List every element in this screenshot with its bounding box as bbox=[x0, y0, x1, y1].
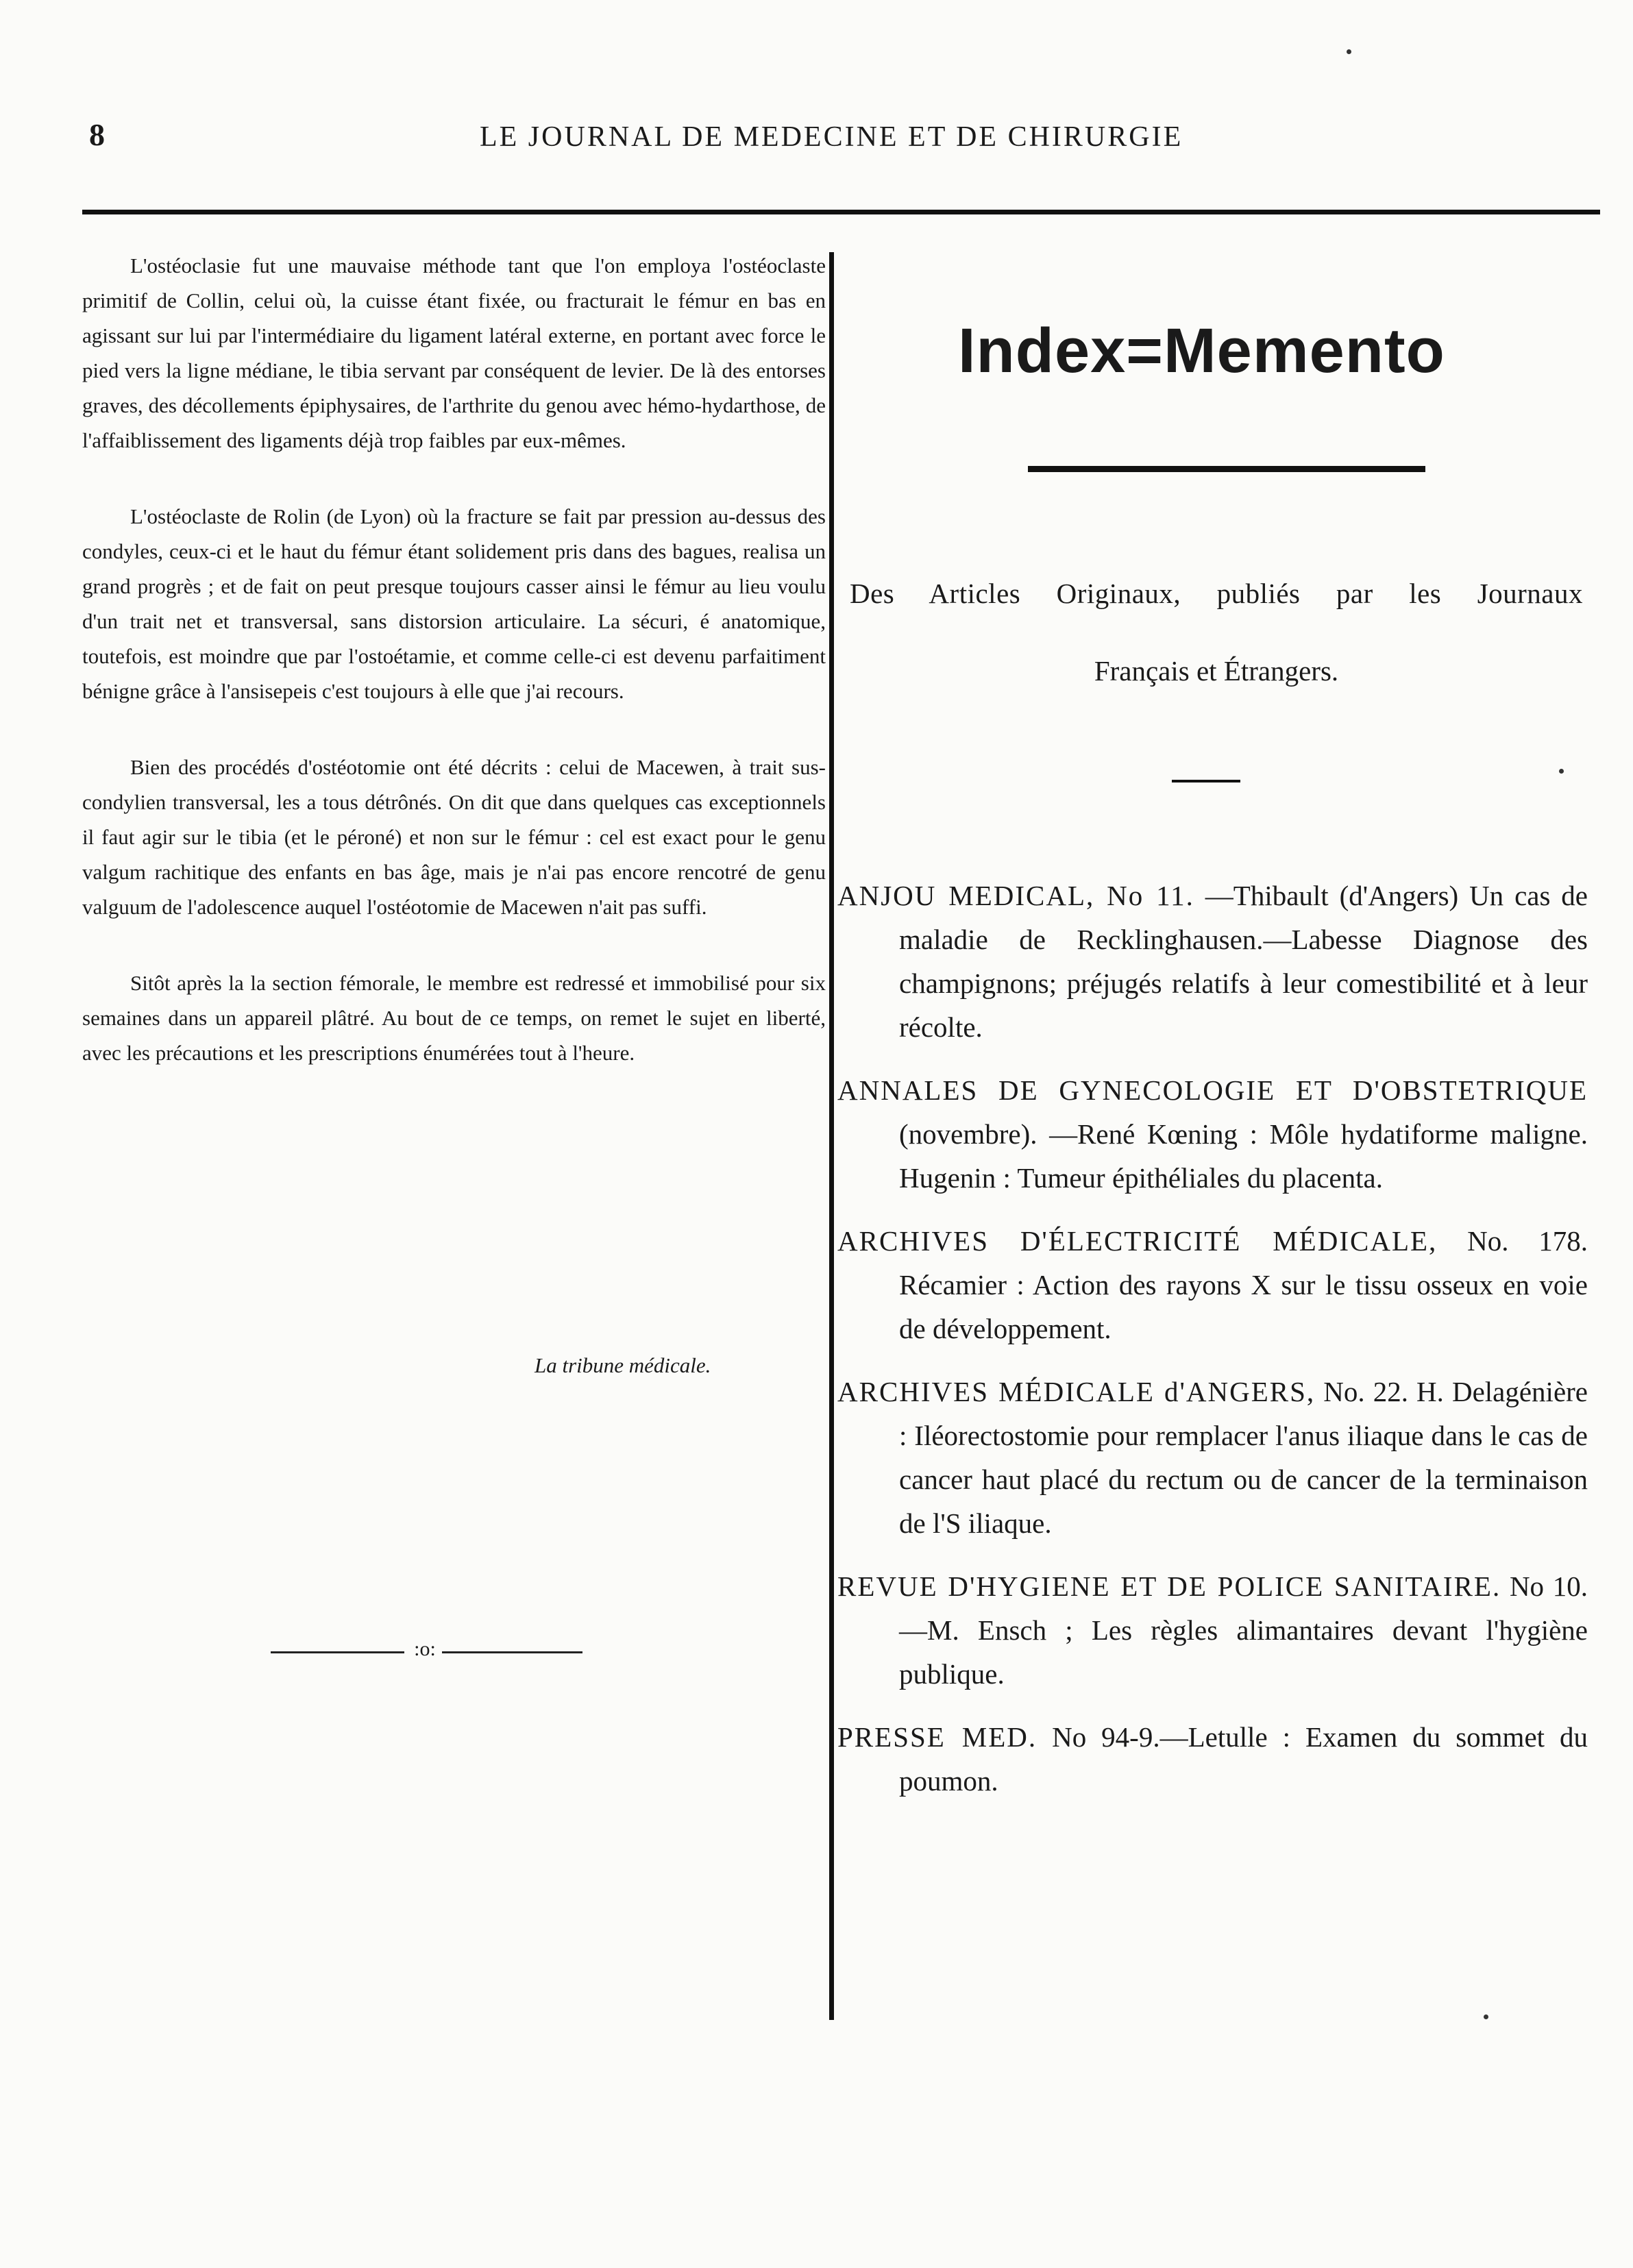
paragraph: Sitôt après la la section fémorale, le membre est redressé et immobilisé pour six semaines dans un appareil plâtré. Au bout de ce temps, on remet le sujet en liberté, avec les précautions et les prescriptions énumérées tout à l'heure. bbox=[82, 971, 826, 1065]
short-rule bbox=[1172, 780, 1240, 782]
index-entries bbox=[837, 874, 1588, 1822]
entry-text: —Thibault (d'Angers) Un cas de maladie de Recklinghausen.—Labesse Diagnose des champignons; préjugés relatifs à leur comestibilité et à leur récolte. bbox=[899, 880, 1588, 1043]
source-citation: La tribune médicale. bbox=[535, 1353, 711, 1377]
index-entry bbox=[837, 1564, 1588, 1696]
entry-text: No. 22. H. Delagénière : Iléorectostomie pour remplacer l'anus iliaque dans le cas de cancer haut placé du rectum ou de cancer de la terminaison de l'S iliaque. bbox=[899, 1376, 1588, 1539]
entry-text: No. 178. Récamier : Action des rayons X sur le tissu osseux en voie de développement. bbox=[899, 1225, 1588, 1344]
index-entry bbox=[837, 1068, 1588, 1200]
index-title: Index=Memento bbox=[958, 316, 1445, 386]
index-entry bbox=[837, 1219, 1588, 1351]
section-separator bbox=[271, 1638, 582, 1665]
separator-line bbox=[271, 1651, 404, 1653]
separator-line bbox=[442, 1651, 582, 1653]
entry-text: No 10.—M. Ensch ; Les règles alimantaires devant l'hygiène publique. bbox=[899, 1570, 1588, 1690]
journal-name: ARCHIVES MÉDICALE d'ANGERS, bbox=[837, 1376, 1316, 1407]
index-subtitle-line2: Français et Étrangers. bbox=[1094, 655, 1339, 687]
column-divider bbox=[829, 252, 834, 2020]
index-entry bbox=[837, 874, 1588, 1049]
scan-speck bbox=[1347, 49, 1351, 54]
entry-text: No 94-9.—Letulle : Examen du sommet du poumon. bbox=[899, 1721, 1588, 1797]
journal-name: ARCHIVES D'ÉLECTRICITÉ MÉDICALE, bbox=[837, 1225, 1438, 1257]
separator-mark: :o: bbox=[414, 1638, 436, 1660]
page-number: 8 bbox=[89, 117, 106, 152]
journal-name: ANJOU MEDICAL, No 11. bbox=[837, 880, 1194, 911]
journal-name: REVUE D'HYGIENE ET DE POLICE SANITAIRE. bbox=[837, 1570, 1501, 1602]
journal-name: PRESSE MED. bbox=[837, 1721, 1037, 1753]
header-rule bbox=[82, 210, 1600, 214]
running-title: LE JOURNAL DE MEDECINE ET DE CHIRURGIE bbox=[480, 121, 1183, 153]
journal-name: ANNALES DE GYNECOLOGIE ET D'OBSTETRIQUE bbox=[837, 1074, 1588, 1106]
paragraph: L'ostéoclaste de Rolin (de Lyon) où la fracture se fait par pression au-dessus des condyles, ceux-ci et le haut du fémur étant solidement pris dans des bagues, realisa un grand progrès ; et de fait on peut presque toujours casser ainsi le fémur au lieu voulu d'un trait net et transversal, sans distorsion articulaire. La sécuri, é anatomique, toutefois, est moindre que par l'ostoétamie, et comme celle-ci est devenu parfaitiment bénigne grâce à l'ansisepeis c'est toujours à elle que j'ai recours. bbox=[82, 504, 826, 703]
left-column bbox=[82, 248, 826, 1070]
index-entry bbox=[837, 1370, 1588, 1545]
title-rule bbox=[1028, 466, 1425, 472]
paragraph: L'ostéoclasie fut une mauvaise méthode tant que l'on employa l'ostéoclaste primitif de Collin, celui où, la cuisse étant fixée, ou fracturait le fémur en bas en agissant sur lui par l'intermédiaire du ligament latéral externe, en portant avec force le pied vers la ligne médiane, le tibia servant par conséquent de levier. De là des entorses graves, des décollements épiphysaires, de l'arthrite du genou avec hémo-hydarthose, de l'affaiblissement des ligaments déjà trop faibles par eux-mêmes. bbox=[82, 254, 826, 452]
paragraph: Bien des procédés d'ostéotomie ont été décrits : celui de Macewen, à trait sus-condylien transversal, les a tous détrônés. On dit que dans quelques cas exceptionnels il faut agir sur le tibia (et le péroné) et non sur le fémur : cel est exact pour le genu valgum rachitique des enfants en bas âge, mais je n'ai pas encore rencotré de genu valguum de l'adolescence auquel l'ostéotomie de Macewen n'ait pas suffi. bbox=[82, 755, 826, 919]
page-header bbox=[41, 116, 1590, 164]
index-subtitle-line1: Des Articles Originaux, publiés par les Journaux bbox=[850, 578, 1583, 609]
scan-speck bbox=[1559, 769, 1564, 774]
entry-text: (novembre). —René Kœning : Môle hydatiforme maligne. Hugenin : Tumeur épithéliales du placenta. bbox=[899, 1118, 1588, 1194]
index-entry bbox=[837, 1715, 1588, 1803]
scan-speck bbox=[1484, 2014, 1488, 2019]
